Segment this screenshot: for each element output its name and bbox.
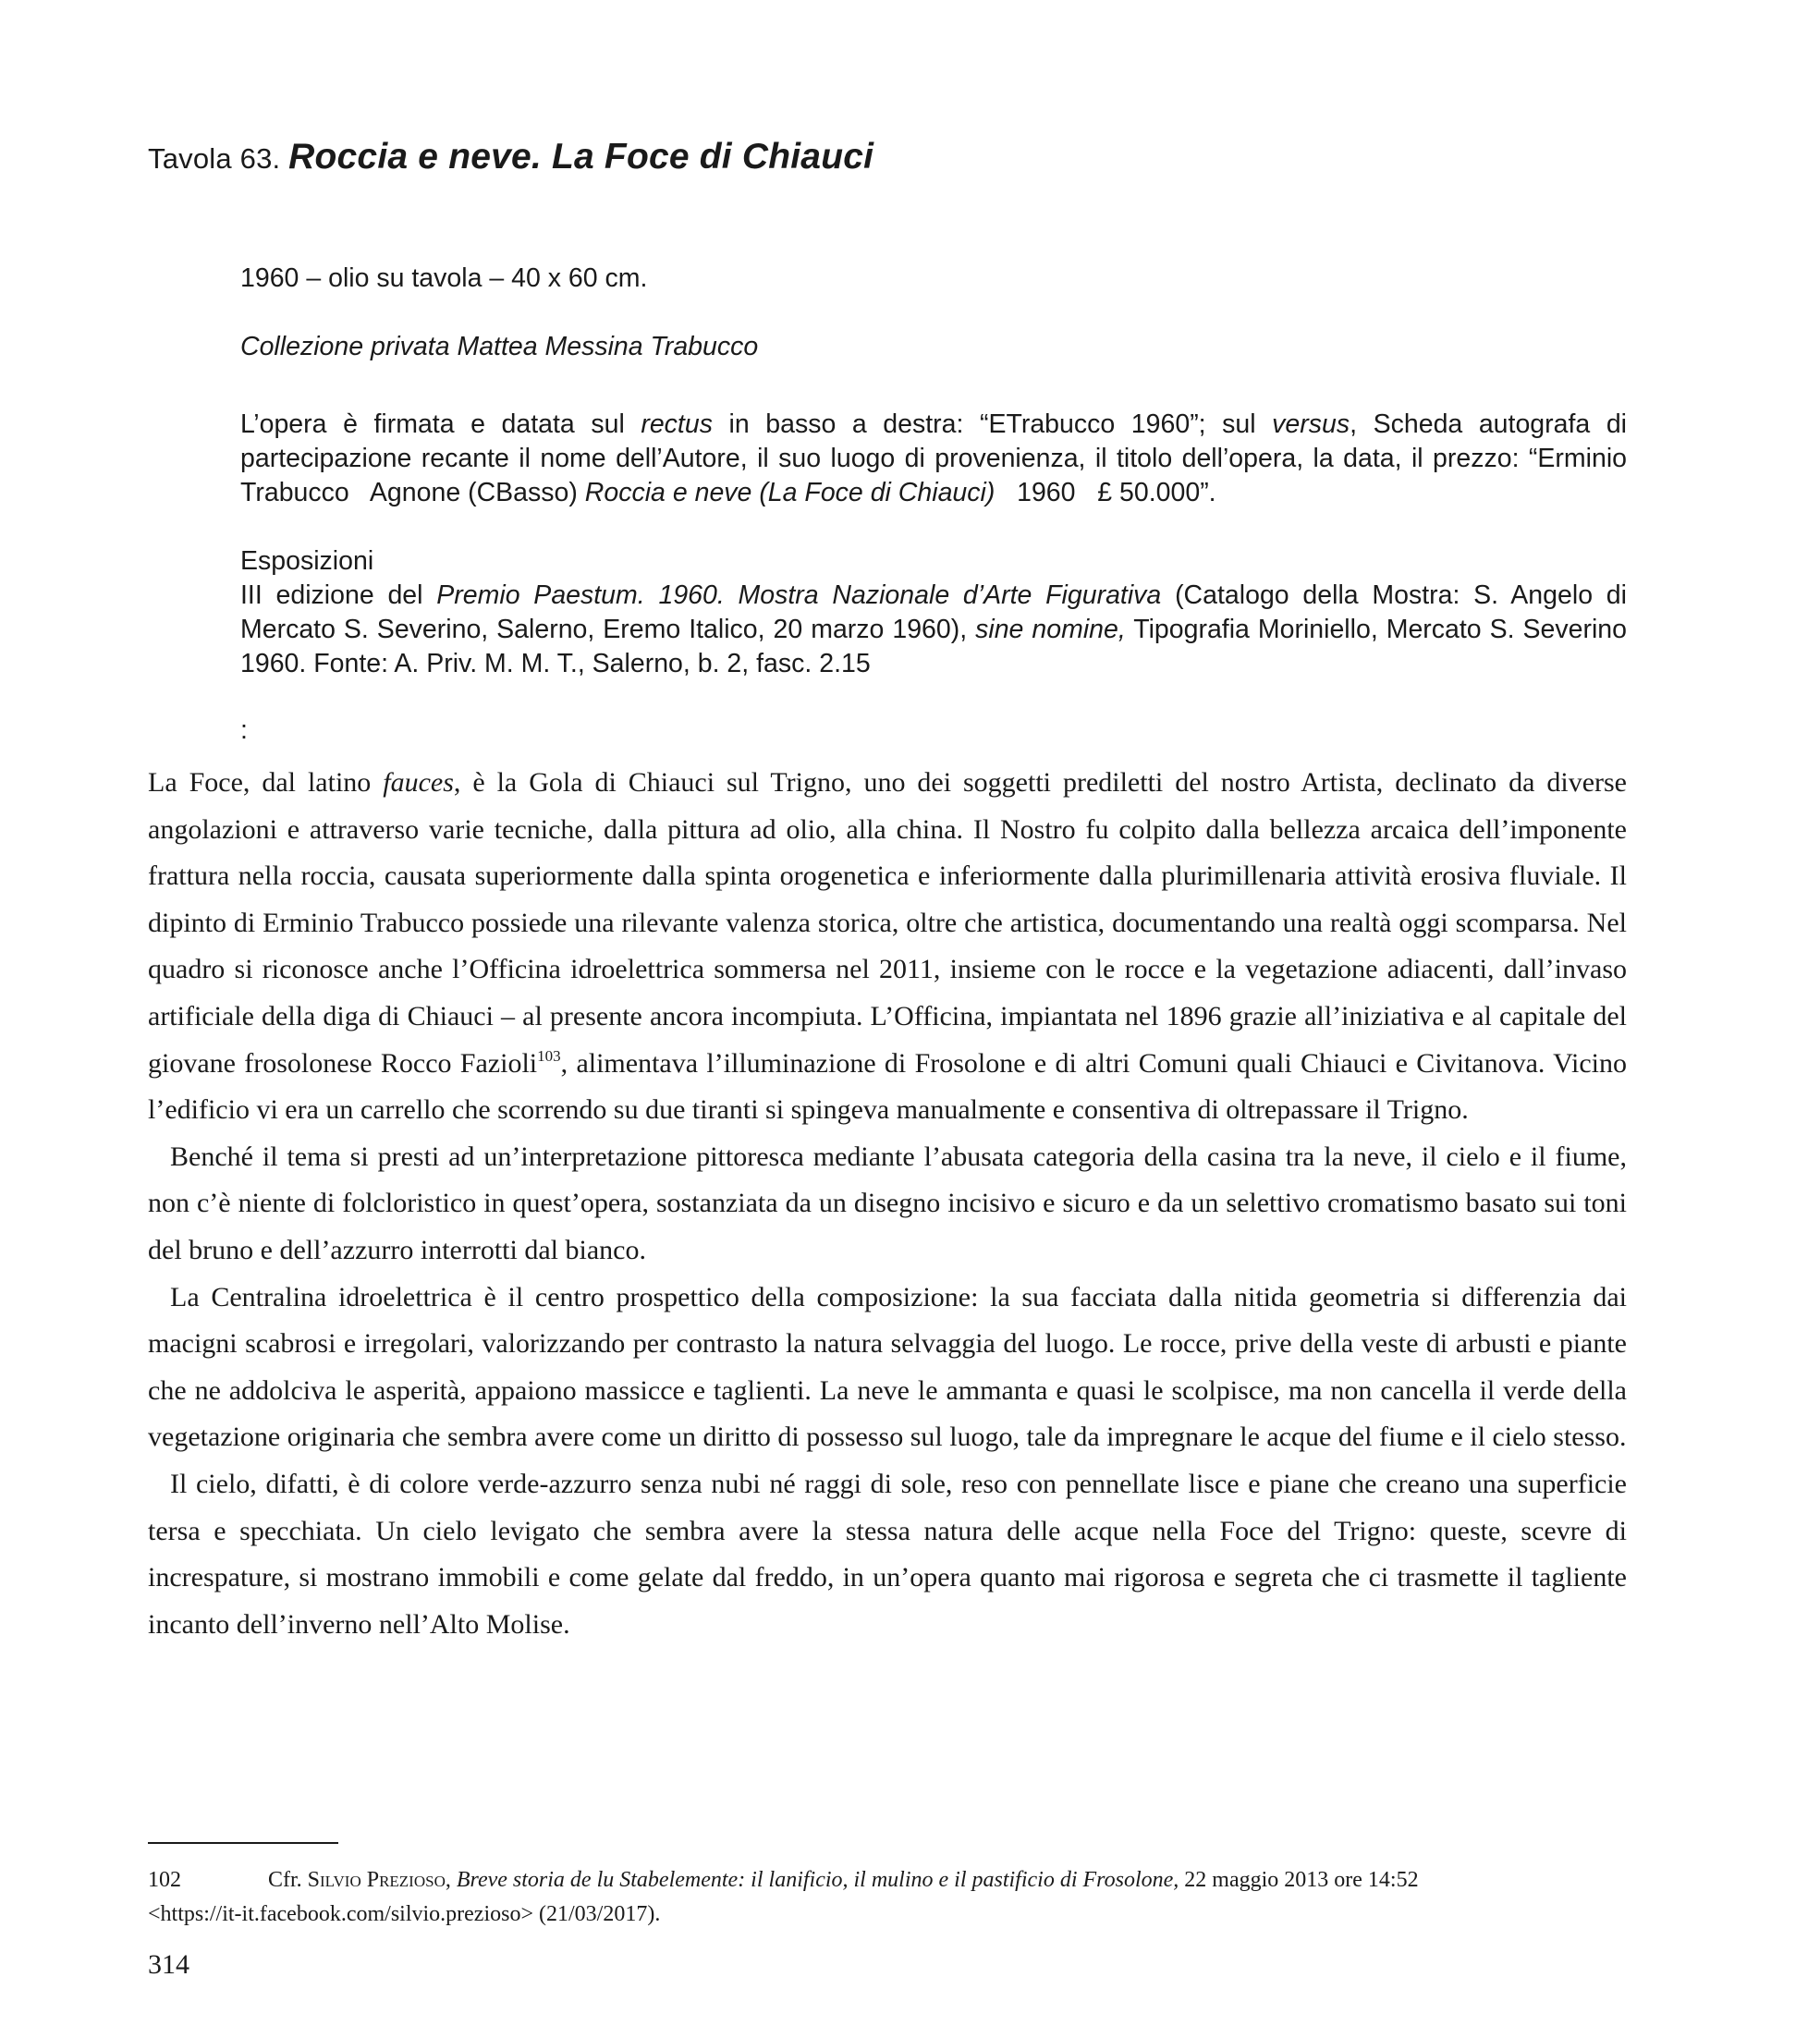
text-run: , alimentava l’illuminazione di Frosolone e di altri Comuni quali Chiauci e Civitanova. Vicino l’edificio vi era un carrello che scorrendo su due tiranti si spingeva manualmente e consentiva di oltrepassare il Trigno.	[148, 1047, 1627, 1126]
text-run: 22 maggio 2013 ore 14:52	[1179, 1868, 1419, 1892]
text-run: III edizione del	[240, 580, 437, 610]
italic-term: rectus	[641, 409, 713, 439]
italic-term: sine nomine,	[975, 615, 1126, 644]
paragraph: Il cielo, difatti, è di colore verde-azzurro senza nubi né raggi di sole, reso con pennellate lisce e piane che creano una superficie tersa e specchiata. Un cielo levigato che sembra avere la stessa natura delle acque nella Foce del Trigno: queste, scevre di increspature, si mostrano immobili e come gelate dal freddo, in un’opera quanto mai rigorosa e segreta che ci trasmette il tagliente incanto dell’inverno nell’Alto Molise.	[148, 1468, 1627, 1640]
paragraph: Benché il tema si presti ad un’interpretazione pittoresca mediante l’abusata categoria della casina tra la neve, il cielo e il fiume, non c’è niente di folcloristico in quest’opera, sostanziata da un disegno incisivo e sicuro e da un selettivo cromatismo basato sui toni del bruno e dell’azzurro interrotti dal bianco.	[148, 1141, 1627, 1265]
plate-number: Tavola 63.	[148, 142, 281, 175]
footnote-reference: 103	[537, 1046, 561, 1065]
italic-title: Roccia e neve (La Foce di Chiauci)	[584, 478, 996, 507]
footnote-number: 102	[148, 1868, 181, 1892]
italic-term: fauces	[383, 767, 454, 798]
plate-title	[148, 137, 873, 177]
artwork-title: Roccia e neve. La Foce di Chiauci	[288, 137, 874, 177]
footnote	[148, 1863, 1627, 1932]
footnote-separator	[148, 1842, 338, 1844]
text-run: ,	[445, 1868, 457, 1892]
paragraph: La Centralina idroelettrica è il centro prospettico della composizione: la sua facciata dalla nitida geometria si differenzia dai macigni scabrosi e irregolari, valorizzando per contrasto la natura selvaggia del luogo. Le rocce, prive della veste di arbusti e piante che ne addolciva le asperità, appaiono massicce e taglienti. La neve le ammanta e quasi le scolpisce, ma non cancella il verde della vegetazione originaria che sembra avere come un diritto di possesso sul luogo, tale da impregnare le acque del fiume e il cielo stesso.	[148, 1281, 1627, 1453]
italic-term: versus	[1272, 409, 1350, 439]
footnote-link: <https://it-it.facebook.com/silvio.prezioso> (21/03/2017).	[148, 1902, 661, 1926]
paragraph	[148, 760, 1627, 1134]
artwork-collection: Collezione privata Mattea Messina Trabucco	[240, 332, 759, 361]
exhibitions-text	[240, 579, 1627, 681]
body-text	[148, 760, 1627, 1648]
footnote-title: Breve storia de lu Stabelemente: il lanificio, il mulino e il pastificio di Frosolone,	[456, 1868, 1179, 1892]
text-run: , è la Gola di Chiauci sul Trigno, uno dei soggetti prediletti del nostro Artista, declinato da diverse angolazioni e attraverso varie tecniche, dalla pittura ad olio, alla china. Il Nostro fu colpito dalla bellezza arcaica dell’imponente frattura nella roccia, causata superiormente dalla spinta orogenetica e inferiormente dalla plurimillenaria attività erosiva fluviale. Il dipinto di Erminio Trabucco possiede una rilevante valenza storica, oltre che artistica, documentando una realtà oggi scomparsa. Nel quadro si riconosce anche l’Officina idroelettrica sommersa nel 2011, insieme con le rocce e la vegetazione adiacenti, dall’invaso artificiale della diga di Chiauci – al presente ancora incompiuta. L’Officina, impiantata nel 1896 grazie all’iniziativa e al capitale del giovane frosolonese Rocco Fazioli	[148, 767, 1627, 1079]
text-run: Tipografia Moriniello, Mercato S. Severino 1960. Fonte: A. Priv. M. M. T., Salerno, b. 2, fasc. 2.15	[240, 615, 1627, 678]
text-run: (Catalogo della Mostra: S. Angelo di Mercato S. Severino, Salerno, Eremo Italico, 20 marzo 1960),	[240, 580, 1627, 644]
signature-description	[240, 408, 1634, 510]
page-number: 314	[148, 1949, 189, 1980]
exhibitions-heading: Esposizioni	[240, 546, 374, 576]
text-run: , Scheda autografa di partecipazione recante il nome dell’Autore, il suo luogo di provenienza, il titolo dell’opera, la data, il prezzo: “Erminio Trabucco Agnone (CBasso)	[240, 409, 1634, 507]
artwork-technique: 1960 – olio su tavola – 40 x 60 cm.	[240, 263, 648, 293]
text-run: in basso a destra: “ETrabucco 1960”; sul	[712, 409, 1273, 439]
footnote-author: Silvio Prezioso	[307, 1868, 446, 1892]
colon-mark: :	[240, 715, 248, 745]
italic-title: Premio Paestum. 1960. Mostra Nazionale d’Arte Figurativa	[436, 580, 1162, 610]
text-run: Cfr.	[268, 1868, 308, 1892]
footnote-line	[148, 1863, 1627, 1898]
text-run: L’opera è firmata e datata sul	[240, 409, 641, 439]
text-run: 1960 £ 50.000”.	[995, 478, 1216, 507]
text-run: La Foce, dal latino	[148, 767, 384, 798]
